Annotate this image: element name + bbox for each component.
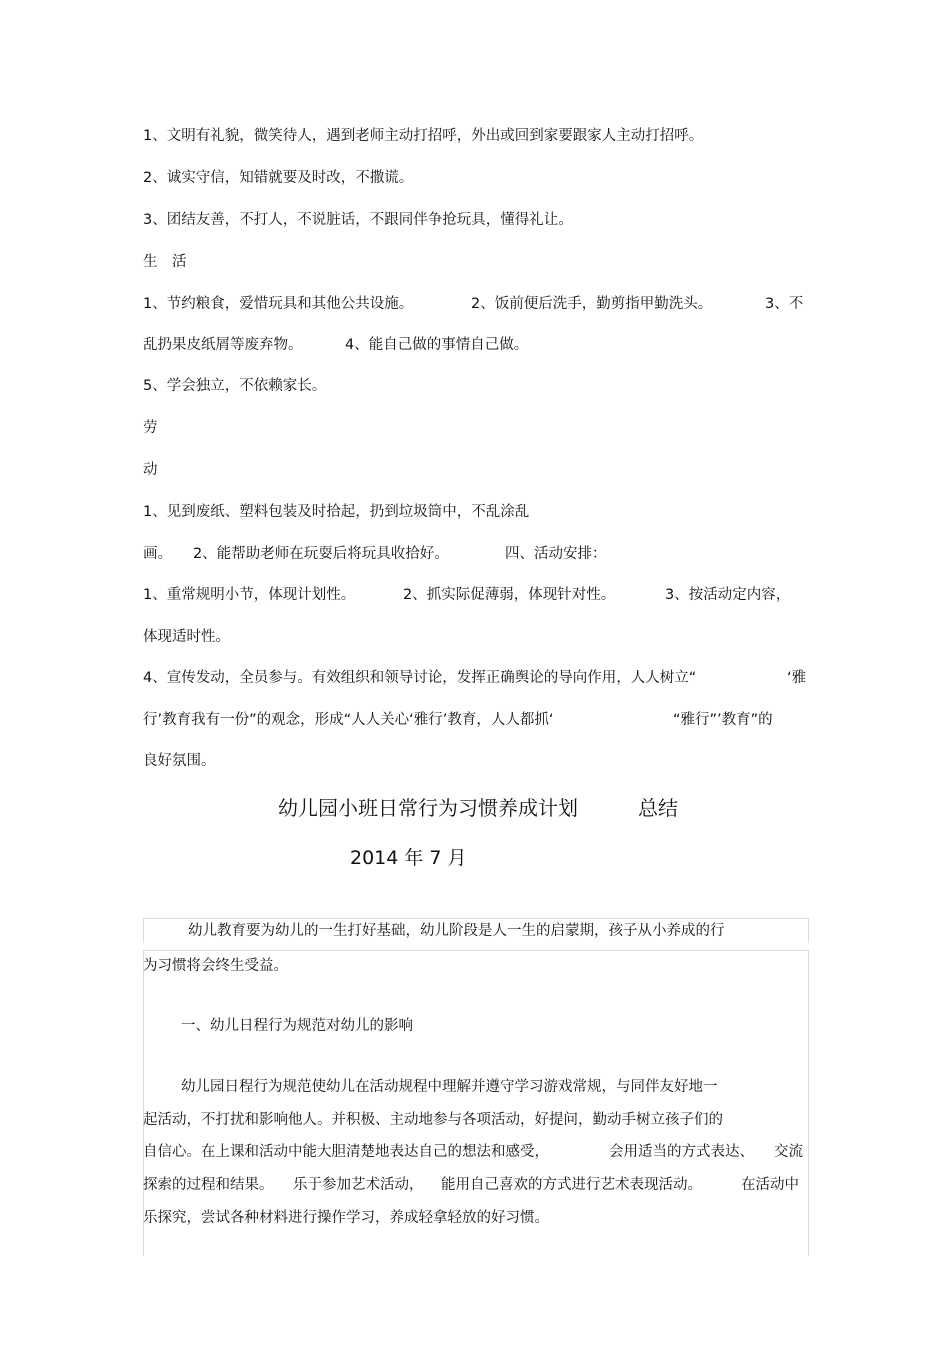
text-segment: ‘雅: [787, 670, 807, 686]
paragraph-line: 乐探究，尝试各种材料进行操作学习，养成轻拿轻放的好习惯。: [143, 1210, 549, 1226]
list-item: 2、诚实守信，知错就要及时改，不撒谎。: [143, 170, 414, 186]
paragraph-line: 良好氛围。: [143, 753, 216, 769]
text-segment: 画。: [143, 546, 172, 562]
text-segment: 乱扔果皮纸屑等废弃物。: [143, 337, 303, 353]
text-segment: 3、按活动定内容，: [665, 587, 791, 603]
text-segment: 1、重常规明小节，体现计划性。: [143, 587, 356, 603]
text-segment: 幼儿园日程行为规范使幼儿在活动规程中理解并遵守学习游戏常规，与同伴友好地一: [181, 1079, 718, 1095]
section-heading-labor: 动: [143, 462, 158, 478]
text-segment: 2、饭前便后洗手，勤剪指甲勤洗头。: [471, 296, 713, 312]
text-segment: 行’教育我有一份”的观念，形成“人人关心‘雅行’教育，人人都抓‘: [143, 712, 554, 728]
text-segment: 会用适当的方式表达、: [609, 1144, 754, 1160]
text-segment: 在活动中: [741, 1177, 799, 1193]
text-segment: 交流: [774, 1144, 803, 1160]
list-item: 3、团结友善，不打人，不说脏话，不跟同伴争抢玩具，懂得礼让。: [143, 212, 573, 228]
title-text: 幼儿园小班日常行为习惯养成计划: [278, 796, 578, 820]
text-segment: 2、抓实际促薄弱，体现针对性。: [403, 587, 616, 603]
section-heading-life: 生 活: [143, 254, 187, 270]
text-segment: 3、不: [765, 296, 804, 312]
paragraph-line: 起活动，不打扰和影响他人。并积极、主动地参与各项活动，好提问，勤动手树立孩子们的: [143, 1112, 723, 1128]
text-segment: 乐于参加艺术活动，: [293, 1177, 424, 1193]
title-text: 总结: [638, 796, 678, 820]
paragraph-line: 体现适时性。: [143, 629, 230, 645]
section-heading: 一、幼儿日程行为规范对幼儿的影响: [181, 1018, 413, 1034]
paragraph-line: 为习惯将会终生受益。: [143, 958, 288, 974]
list-item: 1、文明有礼貌，微笑待人，遇到老师主动打招呼，外出或回到家要跟家人主动打招呼。: [143, 128, 704, 144]
paragraph-line: 1、见到废纸、塑料包装及时拾起，扔到垃圾筒中，不乱涂乱: [143, 504, 530, 520]
text-segment: 4、能自己做的事情自己做。: [345, 337, 529, 353]
text-segment: 探索的过程和结果。: [143, 1177, 274, 1193]
text-segment: 幼儿教育要为幼儿的一生打好基础，幼儿阶段是人一生的启蒙期，孩子从小养成的行: [188, 923, 725, 939]
text-segment: 自信心。在上课和活动中能大胆清楚地表达自己的想法和感受，: [143, 1144, 549, 1160]
text-segment: “雅行”’教育”的: [673, 712, 773, 728]
paragraph-line: 5、学会独立，不依赖家长。: [143, 378, 327, 394]
text-segment: 能用自己喜欢的方式进行艺术表现活动。: [441, 1177, 702, 1193]
text-segment: 1、节约粮食，爱惜玩具和其他公共设施。: [143, 296, 414, 312]
text-segment: 4、宣传发动，全员参与。有效组织和领导讨论，发挥正确舆论的导向作用，人人树立“: [143, 670, 697, 686]
section-heading-labor: 劳: [143, 420, 158, 436]
text-segment: 四、活动安排：: [505, 546, 607, 562]
text-segment: 2、能帮助老师在玩耍后将玩具收拾好。: [193, 546, 449, 562]
document-date: 2014 年 7 月: [350, 847, 467, 869]
